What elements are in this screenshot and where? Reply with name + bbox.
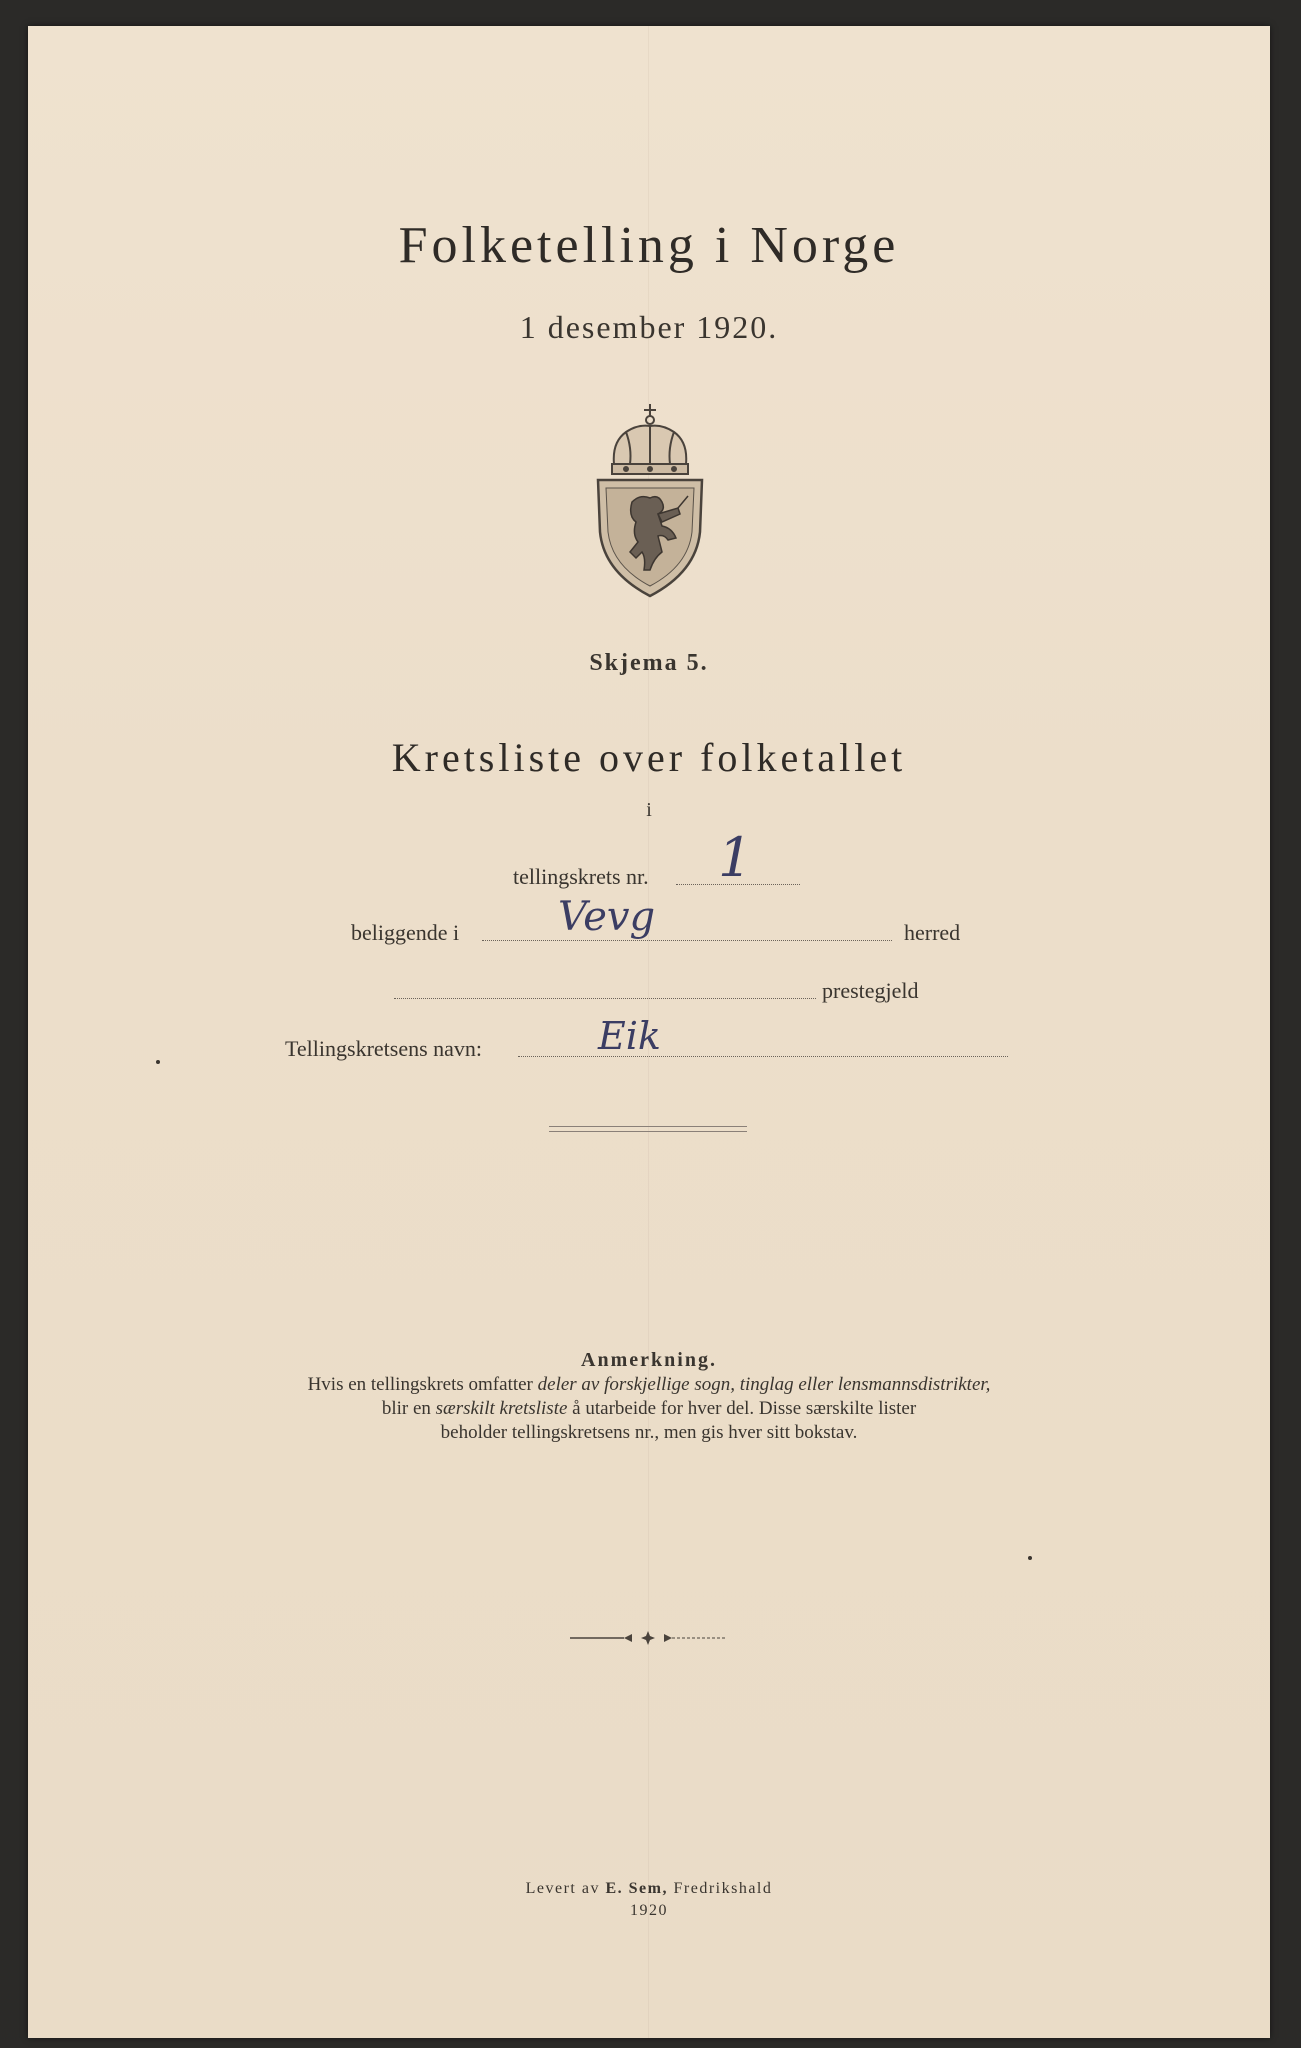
note-line-1-text: Hvis en tellingskrets omfatter — [307, 1374, 538, 1395]
printer-city: Fredrikshald — [667, 1880, 773, 1897]
page-title: Folketelling i Norge — [398, 217, 900, 274]
herred-label: herred — [904, 920, 961, 945]
note-line-2-italic: særskilt kretsliste — [435, 1398, 568, 1419]
located-in-label: beliggende i — [351, 920, 460, 945]
ornament-icon — [568, 1628, 728, 1648]
note-line-1-italic: deler av forskjellige sogn, tinglag eller lensmannsdistrikter, — [537, 1374, 991, 1395]
located-in-value: Vevg — [558, 894, 656, 940]
note-line-1 — [28, 1374, 1270, 1396]
printer-credit — [28, 1880, 1270, 1898]
census-form-page — [28, 26, 1270, 2038]
printer-name: E. Sem, — [605, 1880, 668, 1897]
printer-year: 1920 — [630, 1902, 668, 1919]
note-line-3: beholder tellingskretsens nr., men gis hver sitt bokstav. — [440, 1422, 858, 1443]
norwegian-coat-of-arms-icon — [592, 402, 708, 598]
located-in-line[interactable] — [482, 940, 892, 941]
form-heading: Kretsliste over folketallet — [391, 735, 907, 780]
district-number-label: tellingskrets nr. — [513, 864, 649, 889]
census-date: 1 desember 1920. — [519, 309, 779, 345]
paper-speck — [1028, 1556, 1032, 1560]
district-name-line[interactable] — [518, 1056, 1008, 1057]
note-line-2-text-a: blir en — [381, 1398, 436, 1419]
schema-number: Skjema 5. — [589, 650, 709, 676]
district-number-value: 1 — [718, 826, 753, 889]
note-line-2-text-c: å utarbeide for hver del. Disse særskilte lister — [567, 1398, 917, 1419]
parish-line[interactable] — [394, 998, 816, 999]
note-heading: Anmerkning. — [581, 1349, 717, 1371]
paper-speck — [156, 1060, 160, 1064]
section-divider — [549, 1126, 747, 1132]
preposition-label: i — [646, 799, 652, 821]
district-name-label: Tellingskretsens navn: — [285, 1036, 483, 1061]
printer-prefix: Levert av — [525, 1880, 606, 1897]
district-name-value: Eik — [598, 1014, 661, 1058]
note-line-2 — [28, 1398, 1270, 1420]
parish-label: prestegjeld — [822, 978, 919, 1003]
